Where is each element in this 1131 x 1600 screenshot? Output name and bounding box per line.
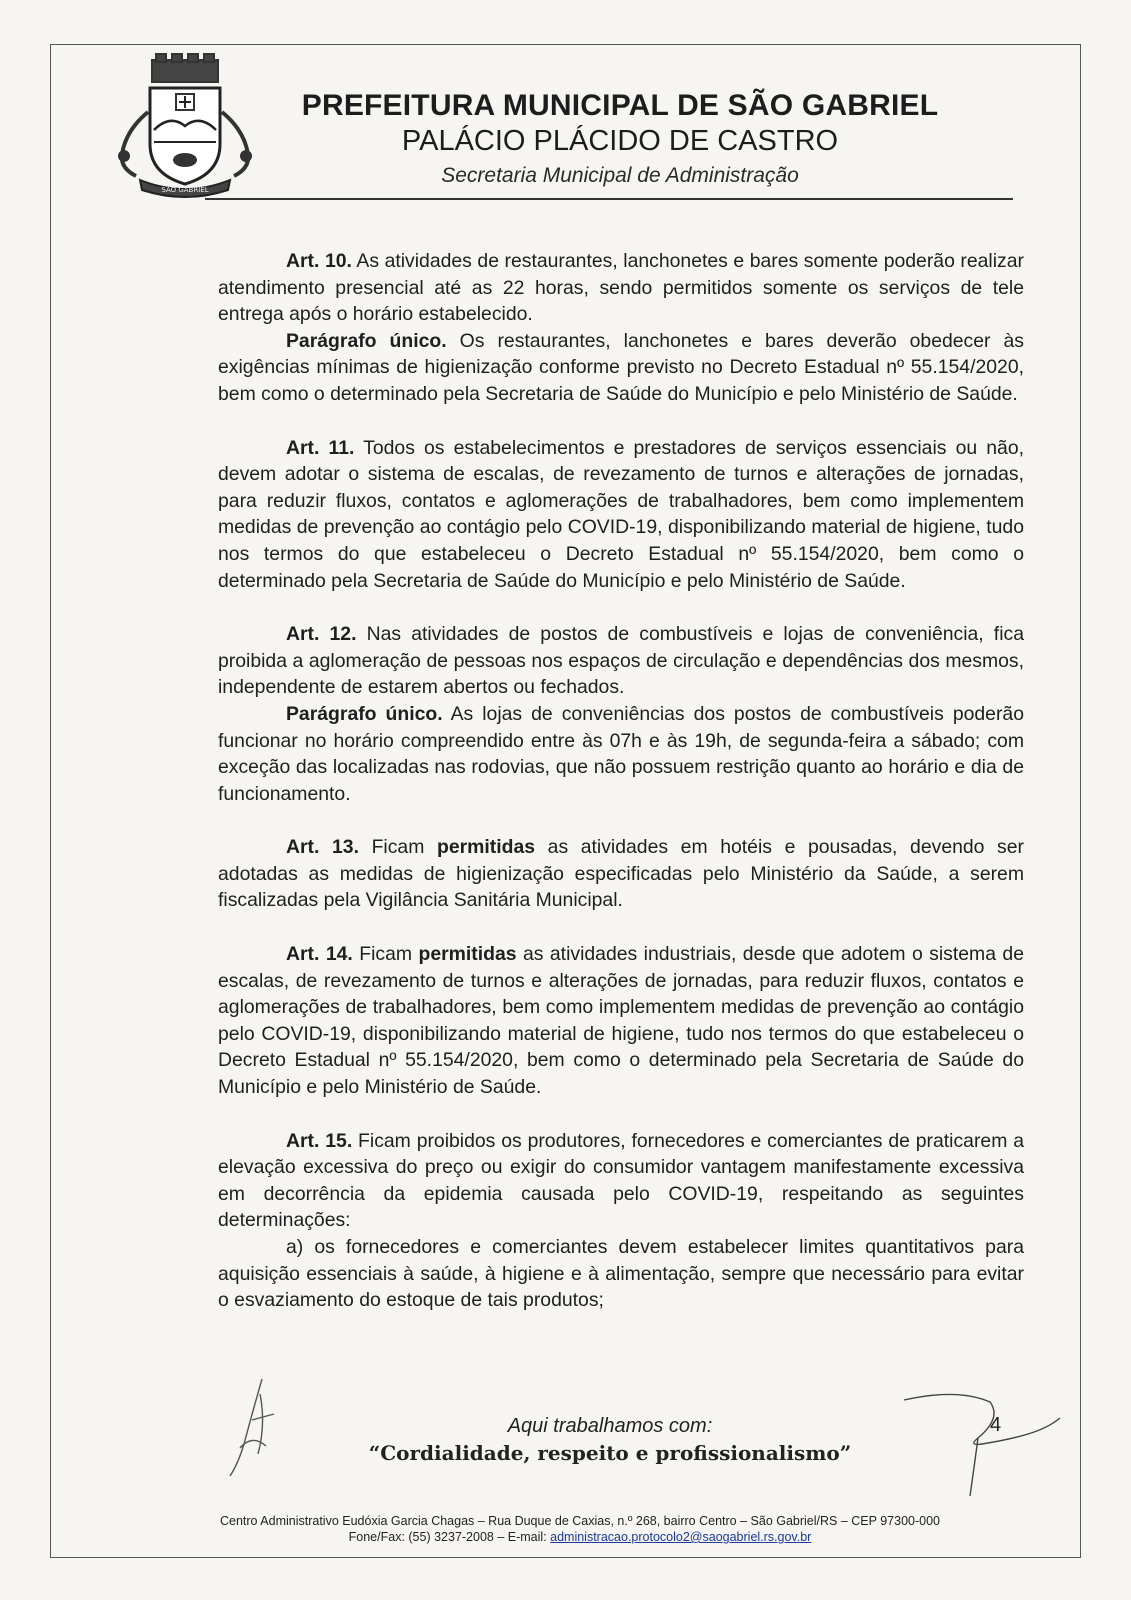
signature-left-icon <box>222 1374 292 1484</box>
article-12-paragraph <box>218 701 1024 807</box>
paragraph-label: Parágrafo único. <box>286 702 443 725</box>
article-15 <box>218 1128 1024 1234</box>
article-label: Art. 14. <box>286 943 353 966</box>
signature-right-icon <box>898 1388 1068 1498</box>
article-label: Art. 15. <box>286 1129 353 1152</box>
article-text: As atividades de restaurantes, lanchonetes e bares somente poderão realizar atendimento presencial até as 22 horas, sendo permitidos somente os serviços de tele entrega após o horário estabelecido. <box>218 250 1024 326</box>
footer-motto <box>320 1413 900 1467</box>
address-line: Centro Administrativo Eudóxia Garcia Chagas – Rua Duque de Caxias, n.º 268, bairro Centro – São Gabriel/RS – CEP 97300-000 <box>219 1514 940 1528</box>
article-emphasis: permitidas <box>436 836 536 859</box>
department-name: Secretaria Municipal de Administração <box>441 164 799 187</box>
article-text: as atividades em hotéis e pousadas, devendo ser adotadas as medidas de higienização especificadas pelo Ministério da Saúde, a serem fiscalizadas pela Vigilância Sanitária Municipal. <box>218 836 1024 912</box>
page-subtitle: PALÁCIO PLÁCIDO DE CASTRO <box>401 125 839 157</box>
motto-line-1: Aqui trabalhamos com: <box>507 1415 713 1437</box>
footer-address <box>120 1513 1040 1545</box>
paragraph-label: Parágrafo único. <box>286 329 447 352</box>
document-body <box>218 248 1024 1314</box>
article-label: Art. 12. <box>286 623 357 646</box>
article-label: Art. 13. <box>286 836 359 859</box>
motto-line-2: “Cordialidade, respeito e profissionalismo” <box>368 1441 852 1465</box>
municipal-coat-of-arms <box>110 52 260 202</box>
article-11 <box>218 435 1024 595</box>
page-title: PREFEITURA MUNICIPAL DE SÃO GABRIEL <box>301 89 939 122</box>
article-label: Art. 10. <box>286 250 352 272</box>
article-10 <box>218 248 1024 328</box>
paragraph-text: As lojas de conveniências dos postos de combustíveis poderão funcionar no horário compreendido entre às 07h e às 19h, de segunda-feira a sábado; com exceção das localizadas nas rodovias, que não possuem restrição quanto ao horário e dia de funcionamento. <box>218 702 1024 805</box>
article-label: Art. 11. <box>286 436 355 459</box>
phone-text: Fone/Fax: (55) 3237-2008 – E-mail: <box>348 1530 551 1544</box>
article-text: as atividades industriais, desde que adotem o sistema de escalas, de revezamento de turnos e alterações de jornadas, para reduzir fluxos, contatos e aglomerações de trabalhadores, bem como implementem medidas de prevenção ao contágio pelo COVID-19, disponibilizando material de higiene, tudo nos termos do que estabeleceu o Decreto Estadual nº 55.154/2020, bem como o determinado pela Secretaria de Saúde do Município e pelo Ministério de Saúde. <box>218 943 1024 1099</box>
article-text: Nas atividades de postos de combustíveis e lojas de conveniência, fica proibida a aglomeração de pessoas nos espaços de circulação e dependências dos mesmos, independente de estarem abertos ou fechados. <box>218 623 1024 699</box>
article-12 <box>218 621 1024 701</box>
article-14 <box>218 941 1024 1101</box>
header-divider <box>205 198 1013 200</box>
article-15-item-a: a) os fornecedores e comerciantes devem estabelecer limites quantitativos para aquisição essenciais à saúde, à higiene e à alimentação, sempre que necessário para evitar o esvaziamento do estoque de tais produtos; <box>218 1236 1024 1312</box>
contact-line <box>120 1529 1040 1545</box>
email-link[interactable]: administracao.protocolo2@saogabriel.rs.gov.br <box>550 1530 812 1544</box>
article-text-pre: Ficam <box>352 943 419 966</box>
article-text: Todos os estabelecimentos e prestadores de serviços essenciais ou não, devem adotar o sistema de escalas, de revezamento de turnos e alterações de jornadas, para reduzir fluxos, contatos e aglomerações de trabalhadores, bem como implementem medidas de prevenção ao contágio pelo COVID-19, disponibilizando material de higiene, tudo nos termos do que estabeleceu o Decreto Estadual nº 55.154/2020, bem como o determinado pela Secretaria de Saúde do Município e pelo Ministério de Saúde. <box>218 436 1025 592</box>
letterhead <box>240 88 1000 190</box>
crest-ribbon-text: SÃO GABRIEL <box>161 186 209 194</box>
article-13 <box>218 834 1024 914</box>
paragraph-text: Os restaurantes, lanchonetes e bares deverão obedecer às exigências mínimas de higienização conforme previsto no Decreto Estadual nº 55.154/2020, bem como o determinado pela Secretaria de Saúde do Município e pelo Ministério de Saúde. <box>218 329 1024 405</box>
article-text-pre: Ficam <box>358 836 437 859</box>
article-10-paragraph <box>218 328 1024 408</box>
article-emphasis: permitidas <box>418 943 517 966</box>
page-number: 4 <box>990 1414 1002 1436</box>
article-text: Ficam proibidos os produtores, fornecedores e comerciantes de praticarem a elevação excessiva do preço ou exigir do consumidor vantagem manifestamente excessiva em decorrência da epidemia causada pelo COVID-19, respeitando as seguintes determinações: <box>218 1129 1024 1232</box>
